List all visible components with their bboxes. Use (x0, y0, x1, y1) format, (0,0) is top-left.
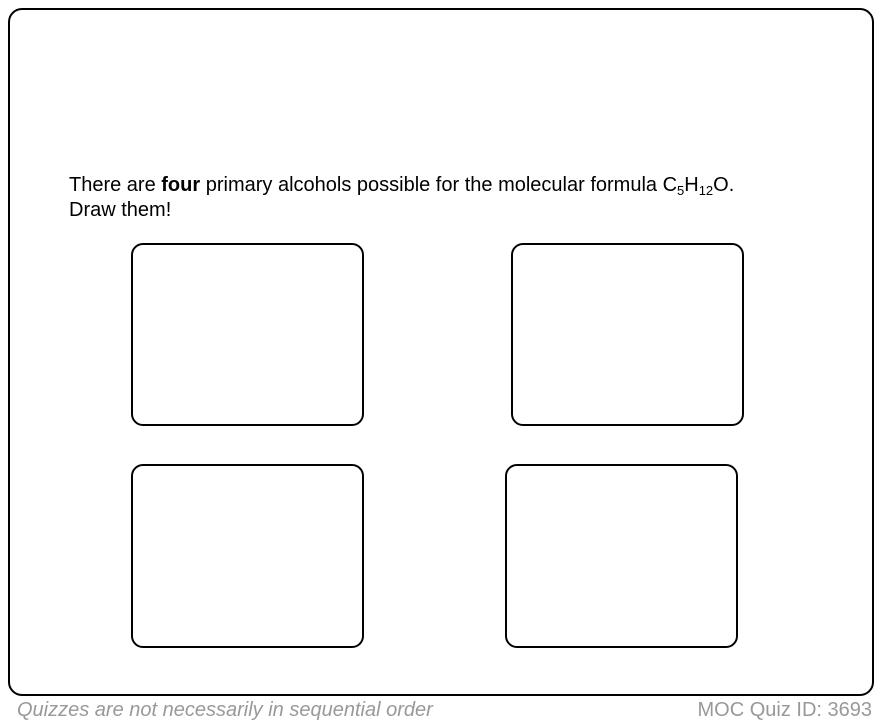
formula-subscript-carbon: 5 (677, 183, 685, 198)
formula-subscript-hydrogen: 12 (698, 183, 714, 198)
question-text (69, 173, 849, 223)
question-instruction: Draw them! (69, 199, 172, 221)
question-middle: primary alcohols possible for the molecular formula C (200, 174, 678, 196)
question-intro: There are (69, 174, 162, 196)
answer-box-1[interactable] (131, 243, 364, 426)
question-emphasis: four (161, 174, 201, 196)
formula-end: O. (713, 174, 735, 196)
answer-box-3[interactable] (131, 464, 364, 648)
sequence-note: Quizzes are not necessarily in sequential order (17, 699, 433, 721)
quiz-id: MOC Quiz ID: 3693 (697, 699, 872, 721)
answer-box-4[interactable] (505, 464, 738, 648)
answer-box-2[interactable] (511, 243, 744, 426)
formula-hydrogen: H (684, 174, 699, 196)
